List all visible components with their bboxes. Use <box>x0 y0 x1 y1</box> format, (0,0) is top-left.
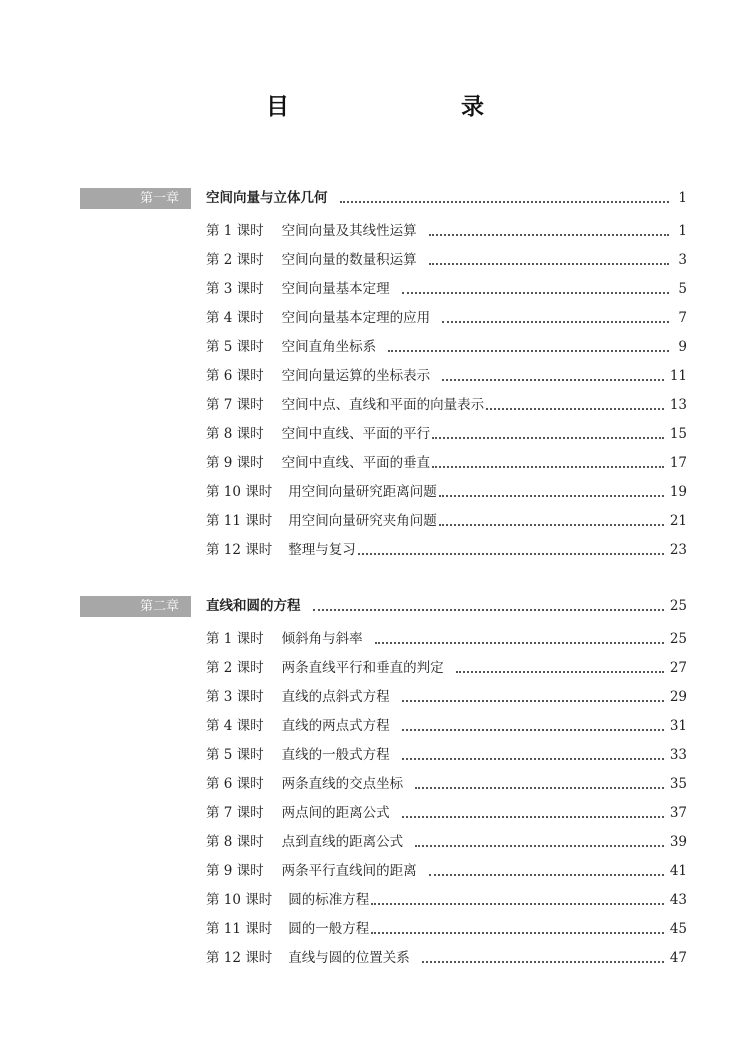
page-number: 19 <box>669 484 687 500</box>
lesson-number: 第 6 课时 <box>206 368 264 384</box>
leader-dots <box>429 234 669 236</box>
lesson-title: 空间向量及其线性运算 <box>281 223 417 239</box>
lesson-title: 两条直线平行和垂直的判定 <box>281 660 444 676</box>
lesson-title: 空间中点、直线和平面的向量表示 <box>281 397 485 413</box>
lesson-number: 第 5 课时 <box>206 747 264 763</box>
chapter-title: 直线和圆的方程 <box>206 598 301 614</box>
page-number: 21 <box>669 513 687 529</box>
page-number: 5 <box>678 281 687 297</box>
lesson-title: 直线的点斜式方程 <box>281 689 390 705</box>
leader-dots <box>429 874 664 876</box>
lesson-title: 两条平行直线间的距离 <box>281 863 417 879</box>
toc-entry[interactable] <box>206 716 687 736</box>
lesson-number: 第 5 课时 <box>206 339 264 355</box>
lesson-number: 第 4 课时 <box>206 718 264 734</box>
page-number: 35 <box>669 776 687 792</box>
page-number: 25 <box>669 598 687 614</box>
lesson-title: 圆的一般方程 <box>288 921 370 937</box>
lesson-title: 空间向量基本定理的应用 <box>281 310 431 326</box>
page-number: 27 <box>669 660 687 676</box>
page-number: 37 <box>669 805 687 821</box>
toc-entry[interactable] <box>206 658 687 678</box>
toc-entry[interactable] <box>206 803 687 823</box>
lesson-number: 第 3 课时 <box>206 281 264 297</box>
page-number: 9 <box>678 339 687 355</box>
leader-dots <box>486 408 664 410</box>
leader-dots <box>439 495 664 497</box>
toc-entry[interactable] <box>206 511 687 531</box>
lesson-number: 第 9 课时 <box>206 863 264 879</box>
page-number: 1 <box>678 190 687 206</box>
leader-dots <box>375 642 664 644</box>
page-title: 目 录 <box>266 94 526 120</box>
page-number: 45 <box>669 921 687 937</box>
lesson-number: 第 4 课时 <box>206 310 264 326</box>
leader-dots <box>388 350 669 352</box>
leader-dots <box>402 758 664 760</box>
lesson-number: 第 7 课时 <box>206 805 264 821</box>
toc-entry[interactable] <box>206 308 687 328</box>
page-number: 7 <box>678 310 687 326</box>
lesson-title: 倾斜角与斜率 <box>281 631 363 647</box>
lesson-title: 空间向量基本定理 <box>281 281 390 297</box>
lesson-title: 整理与复习 <box>288 542 356 558</box>
leader-dots <box>429 263 669 265</box>
lesson-number: 第 11 课时 <box>206 513 273 529</box>
toc-entry[interactable] <box>206 424 687 444</box>
page-number: 11 <box>669 368 687 384</box>
lesson-number: 第 12 课时 <box>206 950 273 966</box>
toc-entry[interactable] <box>206 366 687 386</box>
lesson-title: 点到直线的距离公式 <box>281 834 404 850</box>
chapter-heading[interactable] <box>206 188 687 208</box>
page-number: 13 <box>669 397 687 413</box>
lesson-title: 两条直线的交点坐标 <box>281 776 404 792</box>
chapter-heading[interactable] <box>206 596 687 616</box>
toc-entry[interactable] <box>206 395 687 415</box>
page-number: 23 <box>669 542 687 558</box>
leader-dots <box>432 437 664 439</box>
lesson-title: 直线的两点式方程 <box>281 718 390 734</box>
toc-entry[interactable] <box>206 279 687 299</box>
lesson-title: 空间向量的数量积运算 <box>281 252 417 268</box>
toc-entry[interactable] <box>206 890 687 910</box>
lesson-title: 空间中直线、平面的垂直 <box>281 455 431 471</box>
lesson-number: 第 2 课时 <box>206 252 264 268</box>
toc-entry[interactable] <box>206 745 687 765</box>
leader-dots <box>313 609 664 611</box>
leader-dots <box>402 816 664 818</box>
lesson-title: 两点间的距离公式 <box>281 805 390 821</box>
lesson-number: 第 8 课时 <box>206 426 264 442</box>
page-number: 39 <box>669 834 687 850</box>
page-number: 1 <box>678 223 687 239</box>
toc-entry[interactable] <box>206 540 687 560</box>
leader-dots <box>402 700 664 702</box>
lesson-title: 空间直角坐标系 <box>281 339 377 355</box>
toc-entry[interactable] <box>206 221 687 241</box>
toc-entry[interactable] <box>206 948 687 968</box>
toc-entry[interactable] <box>206 774 687 794</box>
toc-entry[interactable] <box>206 482 687 502</box>
leader-dots <box>358 553 664 555</box>
lesson-number: 第 8 课时 <box>206 834 264 850</box>
chapter-label: 第一章 <box>80 188 191 209</box>
lesson-title: 空间向量运算的坐标表示 <box>281 368 431 384</box>
leader-dots <box>432 466 664 468</box>
leader-dots <box>340 201 670 203</box>
lesson-title: 空间中直线、平面的平行 <box>281 426 431 442</box>
leader-dots <box>442 321 669 323</box>
lesson-number: 第 2 课时 <box>206 660 264 676</box>
toc-entry[interactable] <box>206 861 687 881</box>
toc-entry[interactable] <box>206 832 687 852</box>
page-number: 15 <box>669 426 687 442</box>
lesson-number: 第 9 课时 <box>206 455 264 471</box>
leader-dots <box>371 932 664 934</box>
leader-dots <box>415 787 664 789</box>
toc-entry[interactable] <box>206 453 687 473</box>
leader-dots <box>402 292 669 294</box>
lesson-title: 用空间向量研究夹角问题 <box>288 513 437 529</box>
page-number: 25 <box>669 631 687 647</box>
lesson-number: 第 1 课时 <box>206 223 264 239</box>
lesson-title: 用空间向量研究距离问题 <box>288 484 437 500</box>
lesson-number: 第 6 课时 <box>206 776 264 792</box>
toc-entry[interactable] <box>206 687 687 707</box>
page-number: 29 <box>669 689 687 705</box>
toc-entry[interactable] <box>206 629 687 649</box>
leader-dots <box>415 845 664 847</box>
lesson-number: 第 11 课时 <box>206 921 273 937</box>
page-number: 17 <box>669 455 687 471</box>
lesson-title: 直线与圆的位置关系 <box>288 950 410 966</box>
page-number: 47 <box>669 950 687 966</box>
lesson-number: 第 7 课时 <box>206 397 264 413</box>
leader-dots <box>439 524 664 526</box>
leader-dots <box>456 671 664 673</box>
lesson-number: 第 10 课时 <box>206 892 273 908</box>
lesson-title: 直线的一般式方程 <box>281 747 390 763</box>
lesson-number: 第 10 课时 <box>206 484 273 500</box>
page-number: 41 <box>669 863 687 879</box>
page-number: 33 <box>669 747 687 763</box>
leader-dots <box>371 903 664 905</box>
leader-dots <box>442 379 664 381</box>
leader-dots <box>422 961 664 963</box>
lesson-number: 第 12 课时 <box>206 542 273 558</box>
chapter-label: 第二章 <box>80 596 191 617</box>
page-number: 3 <box>678 252 687 268</box>
leader-dots <box>402 729 664 731</box>
lesson-number: 第 3 课时 <box>206 689 264 705</box>
lesson-title: 圆的标准方程 <box>288 892 370 908</box>
page-number: 31 <box>669 718 687 734</box>
lesson-number: 第 1 课时 <box>206 631 264 647</box>
toc-entry[interactable] <box>206 337 687 357</box>
chapter-title: 空间向量与立体几何 <box>206 190 328 206</box>
page-number: 43 <box>669 892 687 908</box>
toc-entry[interactable] <box>206 919 687 939</box>
toc-entry[interactable] <box>206 250 687 270</box>
